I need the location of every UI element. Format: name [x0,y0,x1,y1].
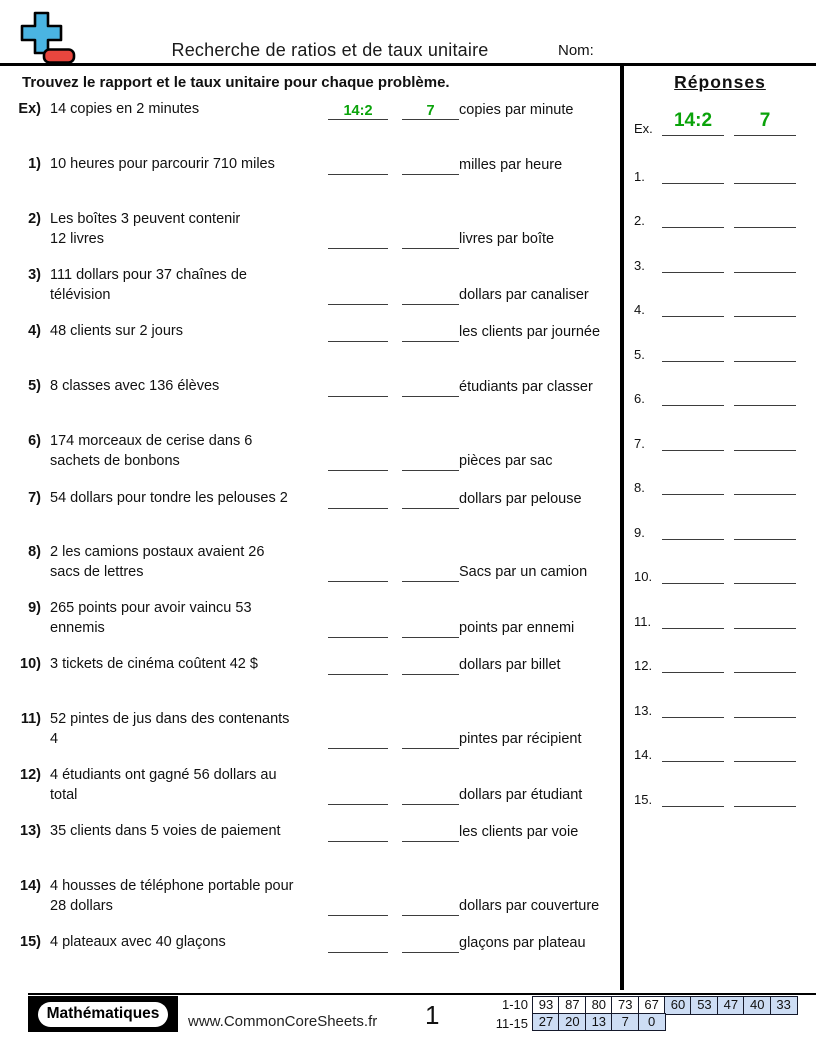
unit-label: dollars par billet [459,656,561,673]
answer-blank[interactable] [662,257,724,273]
ratio-answer-blank[interactable] [328,231,388,249]
grade-cell: 20 [558,1013,586,1032]
commoncoresheets-logo-icon [16,8,78,71]
ratio-answer-blank[interactable] [328,935,388,953]
ratio-answer-blank[interactable] [328,287,388,305]
answer-blank[interactable] [734,168,796,184]
problems-column [0,66,620,990]
answer-blank[interactable] [734,702,796,718]
grade-cell: 33 [770,996,798,1015]
problem-number: 3) [28,267,41,283]
problem-row-14 [0,877,620,916]
answer-row-5: 5. [634,346,796,362]
answer-blank[interactable] [662,791,724,807]
unit-rate-answer-blank[interactable] [402,287,459,305]
answer-blank[interactable] [734,524,796,540]
unit-rate-answer-blank[interactable] [402,657,459,675]
answer-blank[interactable]: 14:2 [662,110,724,136]
grading-row-1-10: 1-10 93 87 80 73 67 60 53 47 40 33 [486,996,798,1015]
problem-number: 13) [20,823,41,839]
problem-number: 9) [28,600,41,616]
unit-rate-answer-blank[interactable] [402,453,459,471]
ratio-answer-blank[interactable]: 14:2 [328,102,388,120]
problem-text: 4 étudiants ont gagné 56 dollars au total [50,767,277,803]
answer-blank[interactable] [662,346,724,362]
unit-label: copies par minute [459,101,574,118]
subject-badge [28,996,178,1032]
unit-label: étudiants par classer [459,378,593,395]
problem-number: 1) [28,156,41,172]
problem-text: Les boîtes 3 peuvent contenir 12 livres [50,211,241,247]
answer-label: Ex. [634,121,653,136]
problem-row-8 [0,543,620,582]
unit-rate-answer-blank[interactable] [402,620,459,638]
unit-rate-answer-blank[interactable] [402,935,459,953]
subject-badge-label: Mathématiques [38,1002,169,1027]
problem-text: 35 clients dans 5 voies de paiement [50,823,281,839]
answer-row-14: 14. [634,746,796,762]
problem-number: 6) [28,433,41,449]
problem-row-4 [0,322,620,342]
answer-row-13: 13. [634,702,796,718]
problem-text: 4 plateaux avec 40 glaçons [50,934,226,950]
grade-cell: 53 [690,996,718,1015]
unit-rate-answer-blank[interactable] [402,898,459,916]
unit-rate-answer-blank[interactable] [402,379,459,397]
page-number: 1 [425,1000,440,1030]
answer-blank[interactable] [734,568,796,584]
answer-blank[interactable] [734,791,796,807]
problem-text: 54 dollars pour tondre les pelouses 2 [50,490,288,506]
ratio-answer-blank[interactable] [328,379,388,397]
answer-blank[interactable] [734,746,796,762]
unit-label: dollars par couverture [459,898,600,914]
problem-text: 14 copies en 2 minutes [50,101,200,117]
grade-cell: 87 [558,996,586,1015]
grade-cell: 67 [638,996,666,1015]
page-header [0,0,816,66]
ratio-answer-blank[interactable] [328,620,388,638]
problem-row-13 [0,822,620,842]
ratio-answer-blank[interactable] [328,898,388,916]
problem-text: 174 morceaux de cerise dans 6 sachets de bonbons [50,433,253,469]
answer-blank[interactable] [662,479,724,495]
grading-table [486,996,798,1033]
unit-label: dollars par pelouse [459,490,582,507]
answer-row-9: 9. [634,524,796,540]
answer-blank[interactable] [734,212,796,228]
problem-text: 3 tickets de cinéma coûtent 42 $ [50,656,258,672]
answer-blank[interactable] [734,613,796,629]
answer-blank[interactable] [662,390,724,406]
problem-text: 111 dollars pour 37 chaînes de télévision [50,267,247,303]
answer-blank[interactable] [662,746,724,762]
unit-label: glaçons par plateau [459,934,586,951]
answer-row-10: 10. [634,568,796,584]
problem-number: 15) [20,934,41,950]
problem-row-3 [0,266,620,305]
problem-text: 10 heures pour parcourir 710 miles [50,156,275,172]
unit-label: points par ennemi [459,620,575,636]
problem-number: 8) [28,544,41,560]
answer-row-11: 11. [634,613,796,629]
answer-blank[interactable] [662,702,724,718]
page-title: Recherche de ratios et de taux unitaire [171,40,489,60]
footer-divider [28,993,816,995]
unit-label: les clients par voie [459,823,579,840]
unit-label: pièces par sac [459,453,553,469]
answer-row-2: 2. [634,212,796,228]
unit-rate-answer-blank[interactable] [402,157,459,175]
answer-row-15: 15. [634,791,796,807]
unit-label: milles par heure [459,156,563,173]
problem-text: 8 classes avec 136 élèves [50,378,220,394]
unit-rate-answer-blank[interactable] [402,564,459,582]
unit-label: les clients par journée [459,323,601,340]
problem-number: 2) [28,211,41,227]
ratio-answer-blank[interactable] [328,787,388,805]
answer-row-1: 1. [634,168,796,184]
grade-cell: 13 [585,1013,613,1032]
answer-blank[interactable] [662,435,724,451]
grading-row-11-15: 11-15 27 20 13 7 0 [486,1015,798,1033]
answer-blank[interactable] [734,301,796,317]
unit-label: dollars par étudiant [459,787,583,803]
problem-row-2 [0,210,620,249]
answer-blank[interactable] [662,524,724,540]
problem-row-1 [0,155,620,175]
answer-row-8: 8. [634,479,796,495]
unit-rate-answer-blank[interactable] [402,787,459,805]
unit-label: livres par boîte [459,231,555,247]
problem-row-10 [0,655,620,675]
problem-row-5 [0,377,620,397]
ratio-answer-blank[interactable] [328,657,388,675]
unit-label: dollars par canaliser [459,287,589,303]
problem-text: 265 points pour avoir vaincu 53 ennemis [50,600,252,636]
problem-number: 7) [28,490,41,506]
column-divider [620,66,624,990]
problem-row-example [0,100,620,120]
answers-panel [628,66,816,990]
answers-title: Réponses [674,72,766,92]
answer-blank[interactable] [734,390,796,406]
grade-cell: 0 [638,1013,666,1032]
answer-blank[interactable] [662,301,724,317]
answer-blank[interactable] [734,657,796,673]
grade-cell: 40 [743,996,771,1015]
ratio-answer-blank[interactable] [328,824,388,842]
instruction-text: Trouvez le rapport et le taux unitaire pour chaque problème. [22,74,450,91]
answer-blank[interactable]: 7 [734,110,796,136]
answer-blank[interactable] [662,657,724,673]
website-link[interactable]: www.CommonCoreSheets.fr [188,1013,378,1030]
problem-number: 10) [20,656,41,672]
grade-cell: 80 [585,996,613,1015]
grade-cell: 93 [532,996,560,1015]
problem-row-7 [0,489,620,509]
problem-text: 2 les camions postaux avaient 26 sacs de lettres [50,544,265,580]
answer-row-12: 12. [634,657,796,673]
ratio-answer-blank[interactable] [328,731,388,749]
answer-row-3: 3. [634,257,796,273]
problem-number: 11) [20,711,41,727]
unit-rate-answer-blank[interactable] [402,324,459,342]
grade-cell: 60 [664,996,692,1015]
ratio-answer-blank[interactable] [328,491,388,509]
problem-row-9 [0,599,620,638]
answer-blank[interactable] [734,346,796,362]
answer-row-4: 4. [634,301,796,317]
answer-blank[interactable] [734,479,796,495]
answer-blank[interactable] [734,435,796,451]
unit-label: Sacs par un camion [459,564,588,580]
problem-number: 12) [20,767,41,783]
answer-blank[interactable] [662,212,724,228]
unit-rate-answer-blank[interactable]: 7 [402,102,459,120]
unit-rate-answer-blank[interactable] [402,491,459,509]
answer-blank[interactable] [662,168,724,184]
answer-row-7: 7. [634,435,796,451]
ratio-answer-blank[interactable] [328,453,388,471]
problem-number: 5) [28,378,41,394]
problem-text: 52 pintes de jus dans des contenants 4 [50,711,290,747]
problem-row-12 [0,766,620,805]
answer-blank[interactable] [734,257,796,273]
answer-row-6: 6. [634,390,796,406]
ratio-answer-blank[interactable] [328,324,388,342]
problem-number: Ex) [18,101,41,117]
problem-text: 4 housses de téléphone portable pour 28 dollars [50,878,294,914]
name-label: Nom: [558,42,594,59]
ratio-answer-blank[interactable] [328,564,388,582]
problem-row-15 [0,933,620,953]
unit-rate-answer-blank[interactable] [402,824,459,842]
answer-blank[interactable] [662,613,724,629]
grade-cell: 73 [611,996,639,1015]
problem-row-6 [0,432,620,471]
unit-rate-answer-blank[interactable] [402,231,459,249]
answer-blank[interactable] [662,568,724,584]
ratio-answer-blank[interactable] [328,157,388,175]
unit-label: pintes par récipient [459,731,582,747]
problem-row-11 [0,710,620,749]
problem-number: 4) [28,323,41,339]
problem-text: 48 clients sur 2 jours [50,323,183,339]
grade-cell: 47 [717,996,745,1015]
problem-number: 14) [20,878,41,894]
answer-row-example [634,110,796,136]
grade-cell: 27 [532,1013,560,1032]
unit-rate-answer-blank[interactable] [402,731,459,749]
grade-cell: 7 [611,1013,639,1032]
